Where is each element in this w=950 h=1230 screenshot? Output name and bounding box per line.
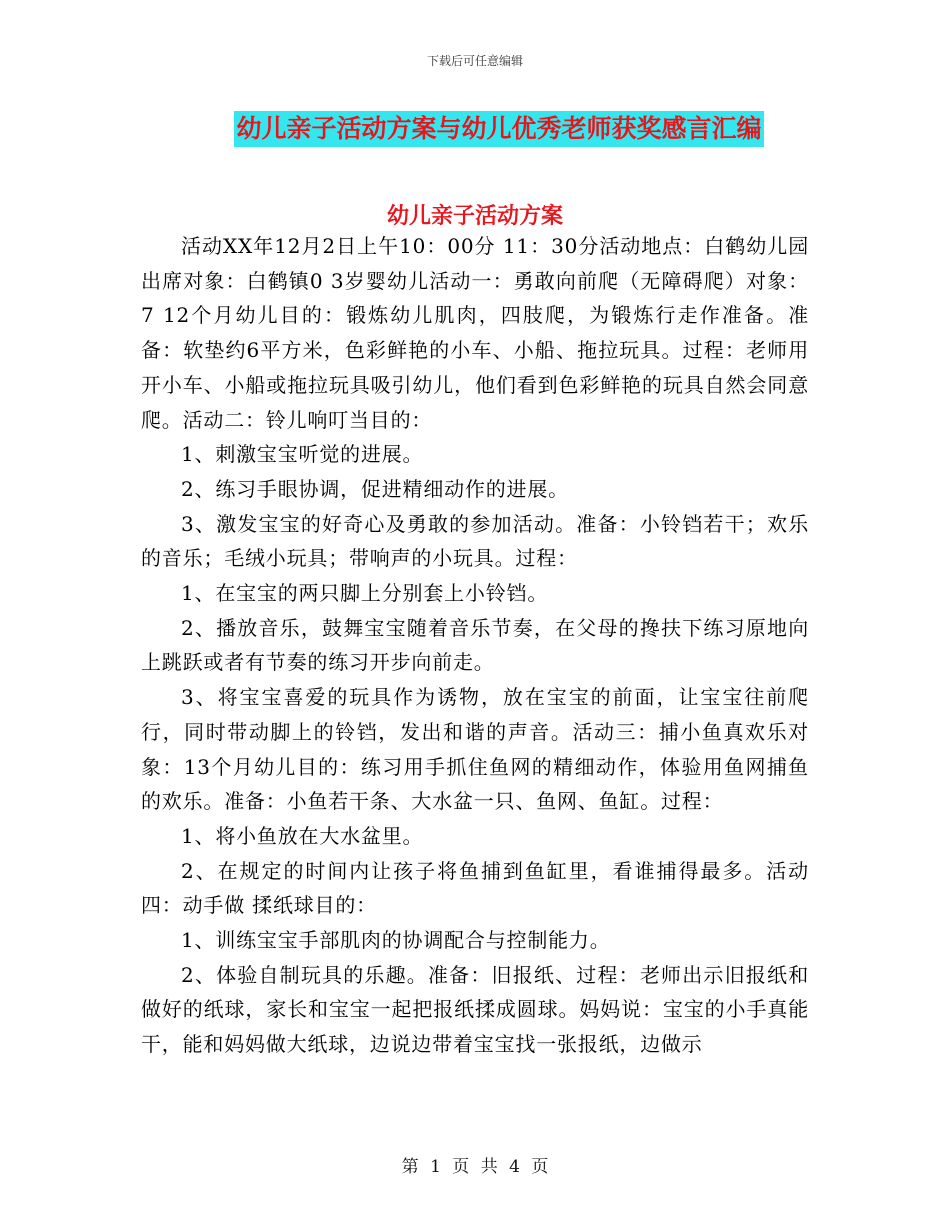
paragraph: 1、将小鱼放在大水盆里。 [181,823,424,848]
paragraph: 2、练习手眼协调，促进精细动作的进展。 [181,476,569,501]
paragraph: 1、在宝宝的两只脚上分别套上小铃铛。 [181,581,549,606]
document-body [141,229,809,1062]
paragraph: 1、刺激宝宝听觉的进展。 [181,442,424,467]
header-note: 下载后可任意编辑 [426,54,523,68]
paragraph: 2、体验自制玩具的乐趣。准备：旧报纸、过程：老师出示旧报纸和做好的纸球，家长和宝宝一起把报纸揉成圆球。妈妈说：宝宝的小手真能干，能和妈妈做大纸球，边说边带着宝宝找一张报纸，边做示 [141,962,809,1057]
paragraph: 3、激发宝宝的好奇心及勇敢的参加活动。准备：小铃铛若干；欢乐的音乐；毛绒小玩具；带响声的小玩具。过程： [141,511,809,571]
section-title: 幼儿亲子活动方案 [386,203,563,229]
document-title: 幼儿亲子活动方案与幼儿优秀老师获奖感言汇编 [234,111,763,147]
paragraph: 2、在规定的时间内让孩子将鱼捕到鱼缸里，看谁捕得最多。活动四：动手做 揉纸球目的： [141,858,809,918]
document-title-container [0,111,950,147]
paragraph: 3、将宝宝喜爱的玩具作为诱物，放在宝宝的前面，让宝宝往前爬行，同时带动脚上的铃铛，发出和谐的声音。活动三：捕小鱼真欢乐对象：13个月幼儿目的：练习用手抓住鱼网的精细动作，体验用鱼网捕鱼的欢乐。准备：小鱼若干条、大水盆一只、鱼网、鱼缸。过程： [141,685,809,814]
paragraph: 2、播放音乐，鼓舞宝宝随着音乐节奏，在父母的搀扶下练习原地向上跳跃或者有节奏的练习开步向前走。 [141,615,809,675]
paragraph: 活动XX年12月2日上午10：00分 11：30分活动地点：白鹤幼儿园出席对象：白鹤镇0 3岁婴幼儿活动一：勇敢向前爬（无障碍爬）对象：7 12个月幼儿目的：锻炼幼儿肌肉，四肢爬，为锻炼行走作准备。准备：软垫约6平方米，色彩鲜艳的小车、小船、拖拉玩具。过程：老师用开小车、小船或拖拉玩具吸引幼儿，他们看到色彩鲜艳的玩具自然会同意爬。活动二：铃儿响叮当目的： [141,234,809,432]
paragraph: 1、训练宝宝手部肌肉的协调配合与控制能力。 [181,928,611,953]
page-number-footer: 第 1 页 共 4 页 [401,1157,549,1177]
